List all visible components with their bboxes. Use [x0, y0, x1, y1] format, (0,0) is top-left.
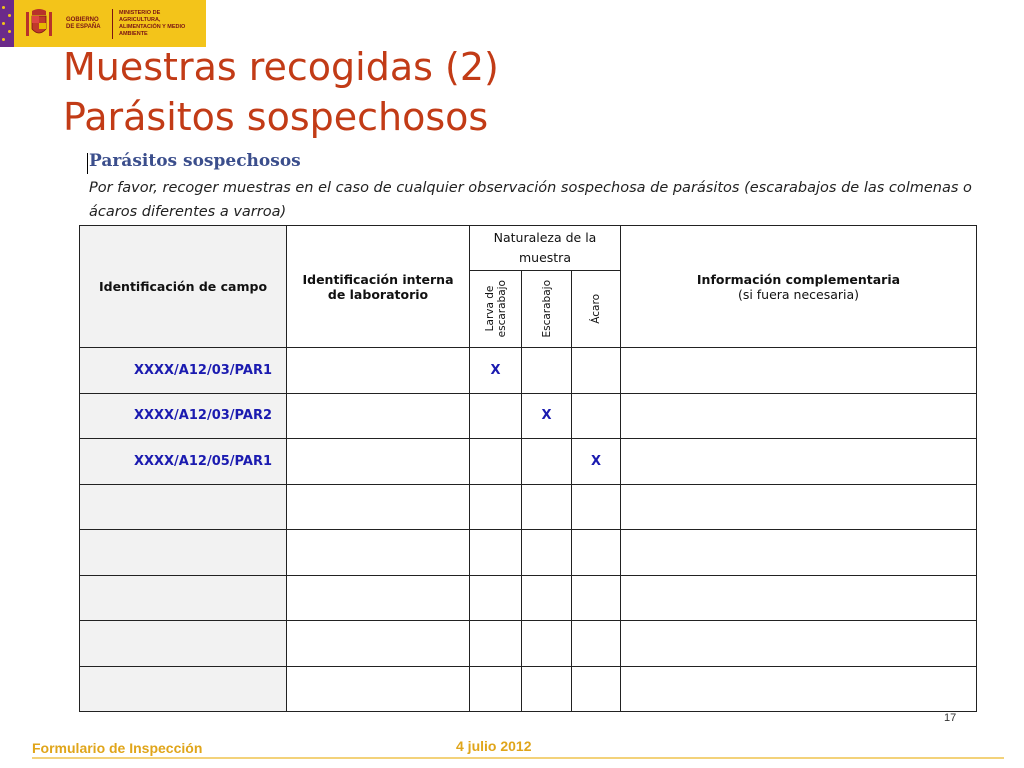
slide-title-line2: Parásitos sospechosos	[63, 95, 489, 139]
footer-title: Formulario de Inspección	[32, 740, 203, 756]
table-row	[80, 439, 977, 485]
footer-date: 4 julio 2012	[456, 738, 532, 754]
form-instructions: Por favor, recoger muestras en el caso de cualquier observación sospechosa de parásitos (escarabajos de las colmenas o ácaros diferentes a varroa)	[89, 180, 972, 220]
lab-id-cell[interactable]	[287, 393, 470, 439]
page-number: 17	[944, 712, 957, 724]
larva-cell[interactable]	[470, 484, 522, 530]
table-row	[80, 348, 977, 394]
lab-id-cell[interactable]	[287, 439, 470, 485]
header-lab-id	[287, 226, 470, 348]
form-heading: Parásitos sospechosos	[89, 151, 301, 171]
lab-id-cell[interactable]	[287, 530, 470, 576]
field-id-cell[interactable]	[80, 666, 287, 712]
table-row	[80, 530, 977, 576]
footer-divider	[32, 757, 1004, 759]
table-row	[80, 621, 977, 667]
header-beetle-label: Escarabajo	[540, 280, 553, 338]
header-field-id: Identificación de campo	[80, 226, 287, 348]
lab-id-cell[interactable]	[287, 484, 470, 530]
lab-id-cell[interactable]	[287, 575, 470, 621]
table-row	[80, 393, 977, 439]
mite-cell[interactable]	[572, 530, 621, 576]
field-id-cell[interactable]	[80, 484, 287, 530]
header-nature: Naturaleza de la muestra	[470, 226, 621, 271]
info-cell[interactable]	[621, 393, 977, 439]
header-beetle	[522, 271, 572, 348]
logo-divider	[112, 9, 113, 39]
info-cell[interactable]	[621, 666, 977, 712]
mite-cell[interactable]: X	[572, 439, 621, 485]
mite-cell[interactable]	[572, 348, 621, 394]
larva-cell[interactable]	[470, 666, 522, 712]
header-lab-id-line2: de laboratorio	[327, 286, 429, 302]
field-id-cell[interactable]: XXXX/A12/03/PAR2	[80, 393, 287, 439]
eu-flag-stripe	[0, 0, 14, 47]
government-logo	[0, 0, 206, 47]
field-id-cell[interactable]	[80, 530, 287, 576]
larva-cell[interactable]	[470, 439, 522, 485]
beetle-cell[interactable]	[522, 484, 572, 530]
larva-cell[interactable]	[470, 393, 522, 439]
header-larva-line2: escarabajo	[495, 280, 508, 338]
info-cell[interactable]	[621, 621, 977, 667]
ministerio-label: MINISTERIO DE AGRICULTURA, ALIMENTACIÓN Y MEDIO AMBIENTE	[119, 9, 186, 37]
larva-cell[interactable]	[470, 530, 522, 576]
slide-title	[63, 42, 499, 142]
info-cell[interactable]	[621, 484, 977, 530]
lab-id-cell[interactable]	[287, 621, 470, 667]
header-lab-id-line1: Identificación interna	[302, 271, 454, 287]
info-cell[interactable]	[621, 348, 977, 394]
mite-cell[interactable]	[572, 575, 621, 621]
info-cell[interactable]	[621, 575, 977, 621]
mite-cell[interactable]	[572, 621, 621, 667]
info-cell[interactable]	[621, 439, 977, 485]
beetle-cell[interactable]	[522, 666, 572, 712]
field-id-cell[interactable]: XXXX/A12/05/PAR1	[80, 439, 287, 485]
field-id-cell[interactable]	[80, 621, 287, 667]
larva-cell[interactable]	[470, 621, 522, 667]
mite-cell[interactable]	[572, 484, 621, 530]
beetle-cell[interactable]	[522, 621, 572, 667]
table-row	[80, 484, 977, 530]
lab-id-cell[interactable]	[287, 348, 470, 394]
header-larva	[470, 271, 522, 348]
header-larva-line1: Larva de	[483, 286, 496, 332]
info-cell[interactable]	[621, 530, 977, 576]
field-id-cell[interactable]	[80, 575, 287, 621]
lab-id-cell[interactable]	[287, 666, 470, 712]
field-id-cell[interactable]: XXXX/A12/03/PAR1	[80, 348, 287, 394]
header-info-line1: Información complementaria	[696, 271, 901, 287]
mite-cell[interactable]	[572, 666, 621, 712]
larva-cell[interactable]	[470, 575, 522, 621]
larva-cell[interactable]: X	[470, 348, 522, 394]
table-row	[80, 666, 977, 712]
slide-title-line1: Muestras recogidas (2)	[63, 45, 499, 89]
header-info	[621, 226, 977, 348]
spain-coat-of-arms-icon	[24, 7, 54, 41]
mite-cell[interactable]	[572, 393, 621, 439]
header-mite	[572, 271, 621, 348]
header-info-line2: (si fuera necesaria)	[737, 286, 860, 302]
gobierno-label: GOBIERNO DE ESPAÑA	[66, 16, 101, 30]
text-cursor	[87, 153, 88, 174]
beetle-cell[interactable]	[522, 439, 572, 485]
beetle-cell[interactable]	[522, 575, 572, 621]
table-row	[80, 575, 977, 621]
beetle-cell[interactable]: X	[522, 393, 572, 439]
samples-table	[79, 225, 977, 712]
beetle-cell[interactable]	[522, 530, 572, 576]
header-mite-label: Ácaro	[590, 294, 602, 324]
beetle-cell[interactable]	[522, 348, 572, 394]
